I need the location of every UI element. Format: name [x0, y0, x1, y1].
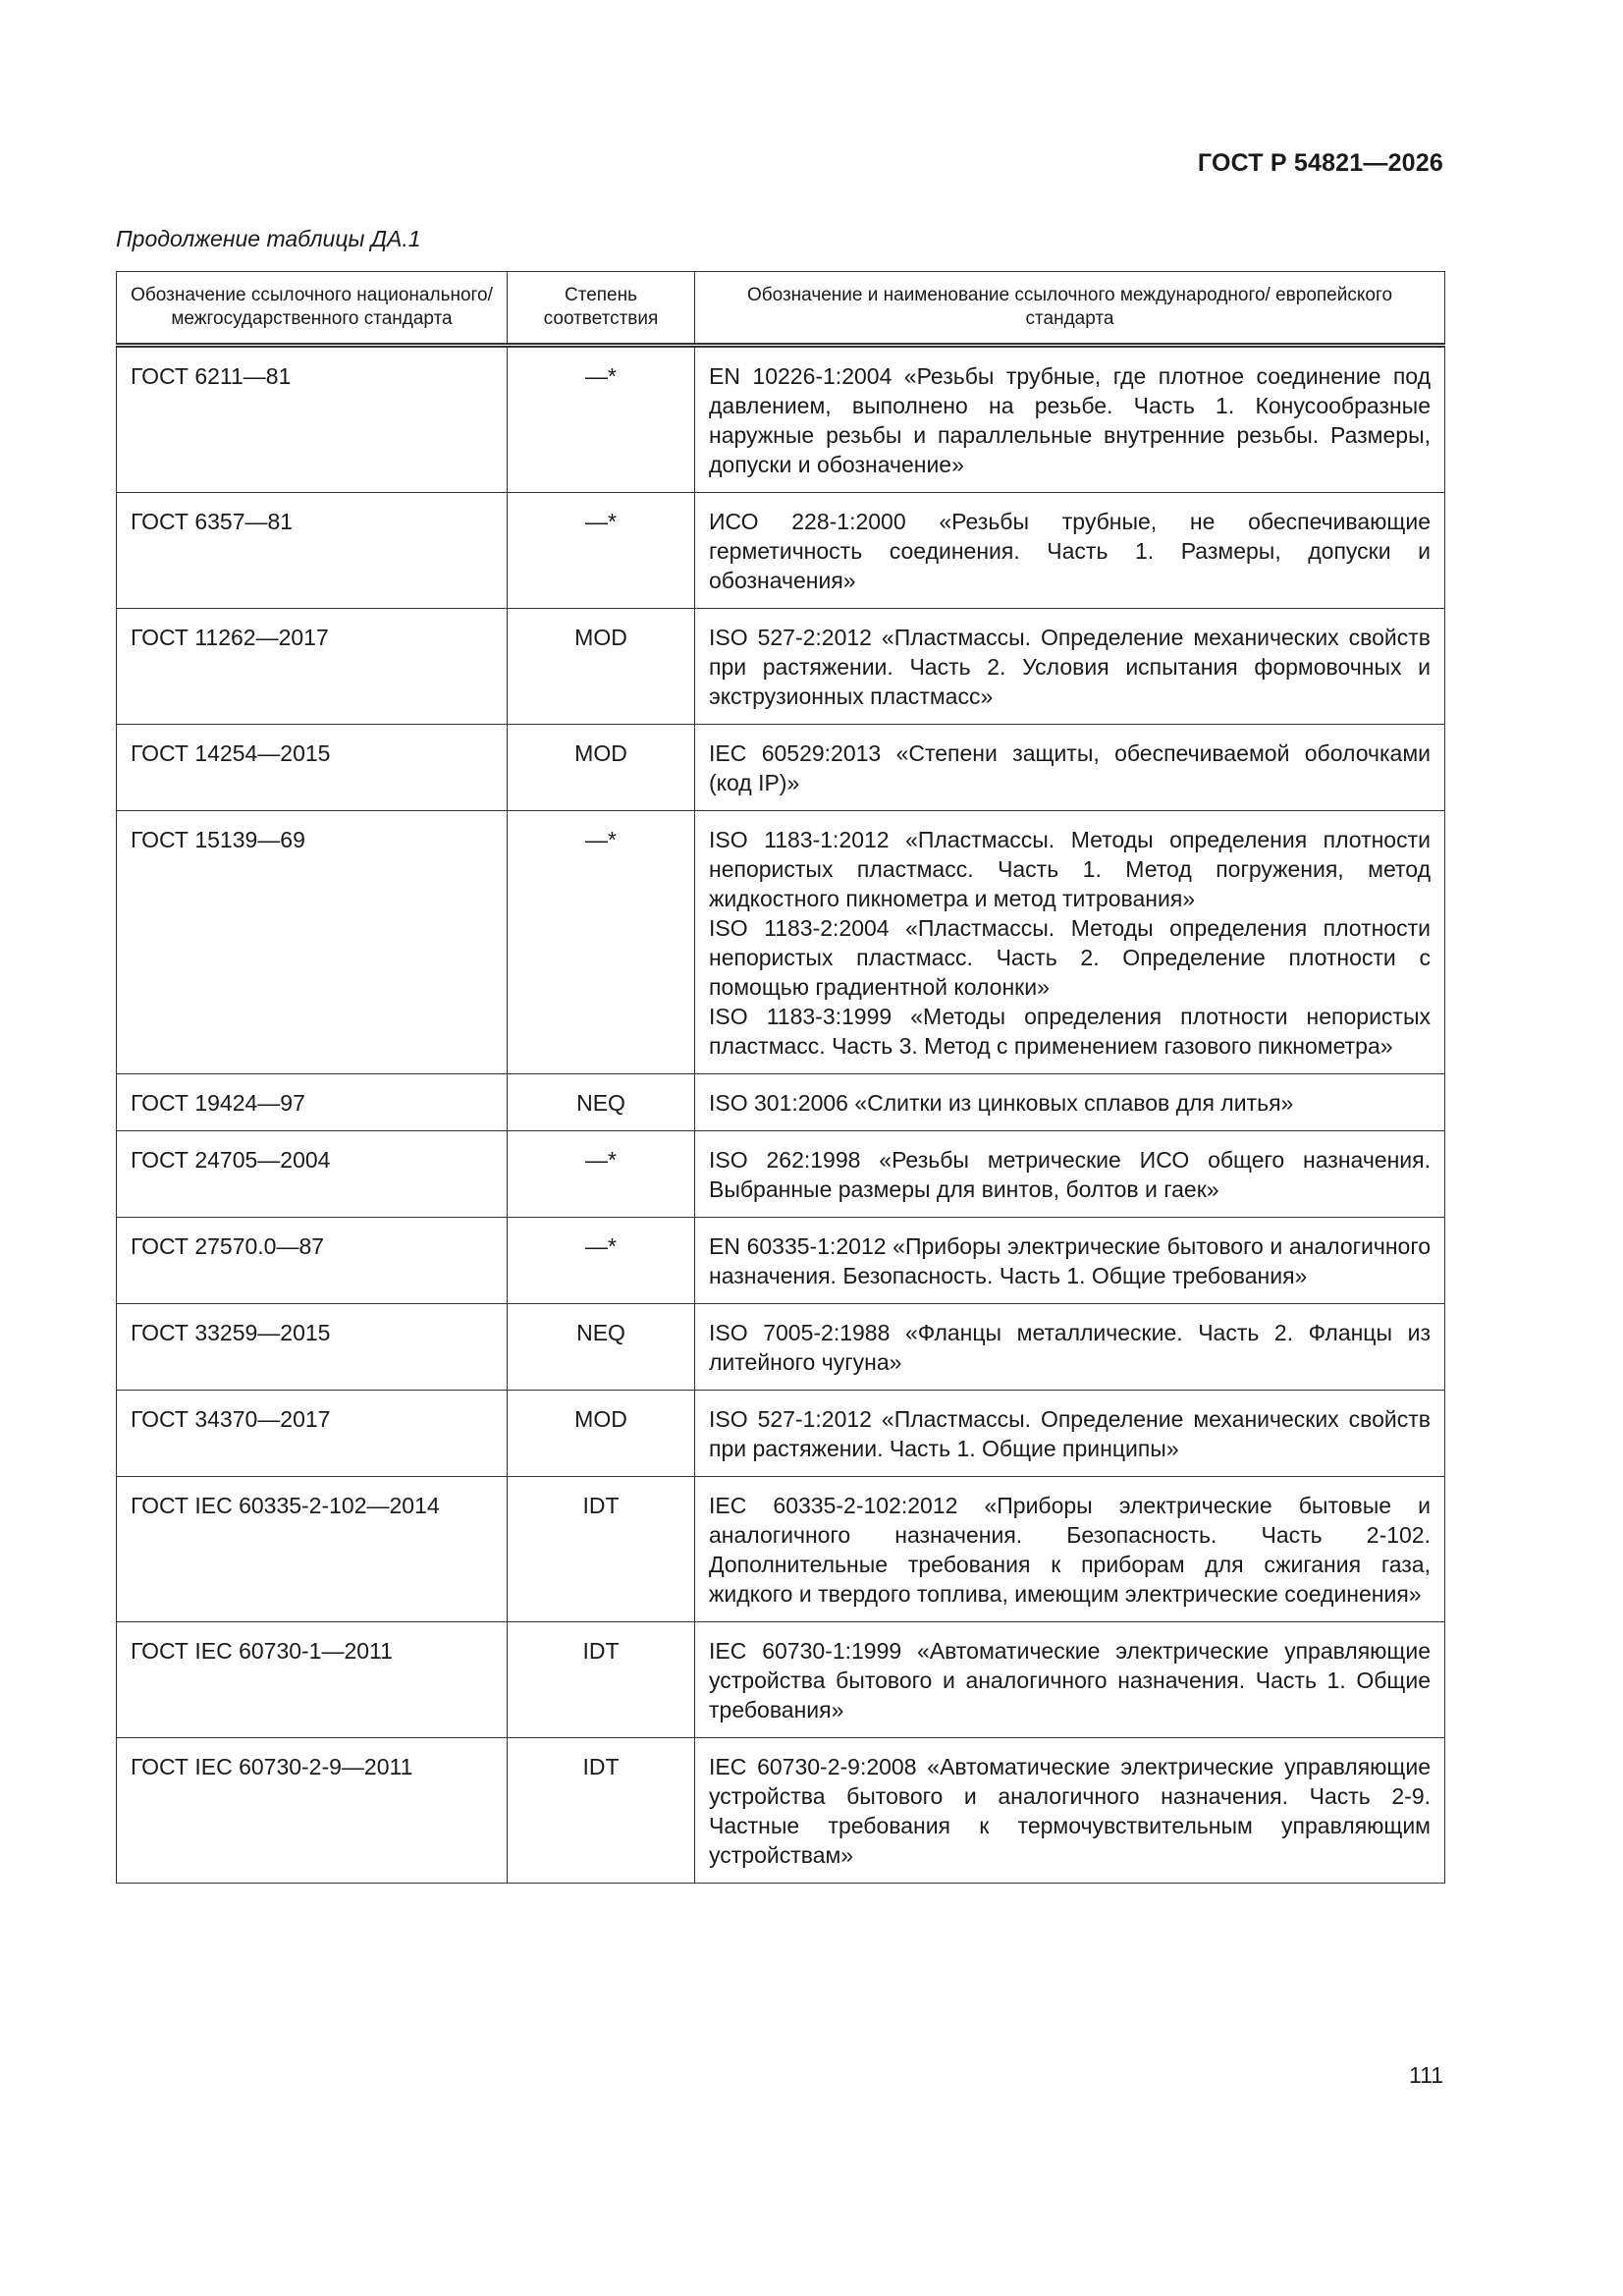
national-standard-cell: ГОСТ 6211—81 — [117, 346, 508, 493]
table-caption: Продолжение таблицы ДА.1 — [116, 226, 421, 251]
degree-cell: —* — [508, 1218, 695, 1304]
international-standard-entry: ISO 1183-2:2004 «Пластмассы. Методы определения плотности непористых пластмасс. Часть 2. Определение плотности с помощью градиентной колонки» — [709, 915, 1431, 1000]
degree-cell: —* — [508, 811, 695, 1074]
national-standard-cell: ГОСТ 34370—2017 — [117, 1391, 508, 1477]
international-standard-cell — [695, 1074, 1445, 1131]
international-standard-cell — [695, 609, 1445, 725]
international-standard-cell — [695, 1738, 1445, 1884]
international-standard-entry: ISO 1183-1:2012 «Пластмассы. Методы определения плотности непористых пластмасс. Часть 1. Метод погружения, метод жидкостного пикнометра и метод титрования» — [709, 827, 1431, 911]
document-code: ГОСТ Р 54821—2026 — [1197, 149, 1443, 177]
national-standard-cell: ГОСТ 27570.0—87 — [117, 1218, 508, 1304]
national-standard-cell: ГОСТ 33259—2015 — [117, 1304, 508, 1391]
international-standard-entry: IEC 60529:2013 «Степени защиты, обеспечиваемой оболочками (код IP)» — [709, 740, 1431, 795]
international-standard-entry: IEC 60730-2-9:2008 «Автоматические электрические управляющие устройства бытового и аналогичного назначения. Часть 2-9. Частные требования к термочувствительным управляющим устройствам» — [709, 1754, 1431, 1868]
national-standard-cell: ГОСТ 11262—2017 — [117, 609, 508, 725]
international-standard-cell — [695, 811, 1445, 1074]
national-standard-cell: ГОСТ 14254—2015 — [117, 725, 508, 811]
degree-cell: MOD — [508, 1391, 695, 1477]
national-standard-cell: ГОСТ IEC 60730-2-9—2011 — [117, 1738, 508, 1884]
degree-cell: NEQ — [508, 1304, 695, 1391]
table-row — [117, 1477, 1445, 1622]
international-standard-entry: ISO 527-2:2012 «Пластмассы. Определение механических свойств при растяжении. Часть 2. Условия испытания формовочных и экструзионных пластмасс» — [709, 625, 1431, 709]
table-row — [117, 493, 1445, 609]
degree-cell: MOD — [508, 609, 695, 725]
international-standard-entry: EN 10226-1:2004 «Резьбы трубные, где плотное соединение под давлением, выполнено на резьбе. Часть 1. Конусообразные наружные резьбы и параллельные внутренние резьбы. Размеры, допуски и обозначение» — [709, 363, 1431, 477]
international-standard-entry: ISO 7005-2:1988 «Фланцы металлические. Часть 2. Фланцы из литейного чугуна» — [709, 1320, 1431, 1375]
international-standard-cell — [695, 725, 1445, 811]
international-standard-entry: ИСО 228-1:2000 «Резьбы трубные, не обеспечивающие герметичность соединения. Часть 1. Размеры, допуски и обозначения» — [709, 509, 1431, 593]
column-header-degree: Степень соответствия — [508, 272, 695, 346]
table-row — [117, 609, 1445, 725]
international-standard-cell — [695, 493, 1445, 609]
degree-cell: IDT — [508, 1477, 695, 1622]
international-standard-entry: IEC 60335-2-102:2012 «Приборы электрические бытовые и аналогичного назначения. Безопасность. Часть 2-102. Дополнительные требования к приборам для сжигания газа, жидкого и твердого топлива, имеющим электрические соединения» — [709, 1493, 1431, 1607]
international-standard-cell — [695, 1131, 1445, 1218]
international-standard-entry: ISO 262:1998 «Резьбы метрические ИСО общего назначения. Выбранные размеры для винтов, болтов и гаек» — [709, 1147, 1431, 1202]
degree-cell: MOD — [508, 725, 695, 811]
international-standard-cell — [695, 1391, 1445, 1477]
column-header-national-standard: Обозначение ссылочного национального/ межгосударственного стандарта — [117, 272, 508, 346]
international-standard-entry: IEC 60730-1:1999 «Автоматические электрические управляющие устройства бытового и аналогичного назначения. Часть 1. Общие требования» — [709, 1638, 1431, 1722]
degree-cell: IDT — [508, 1622, 695, 1738]
table-row — [117, 811, 1445, 1074]
degree-cell: —* — [508, 1131, 695, 1218]
national-standard-cell: ГОСТ IEC 60335-2-102—2014 — [117, 1477, 508, 1622]
national-standard-cell: ГОСТ 6357—81 — [117, 493, 508, 609]
international-standard-cell — [695, 1477, 1445, 1622]
international-standard-entry: ISO 301:2006 «Слитки из цинковых сплавов для литья» — [709, 1090, 1294, 1116]
degree-cell: —* — [508, 346, 695, 493]
international-standard-entry: ISO 527-1:2012 «Пластмассы. Определение механических свойств при растяжении. Часть 1. Общие принципы» — [709, 1406, 1431, 1461]
degree-cell: IDT — [508, 1738, 695, 1884]
international-standard-cell — [695, 1622, 1445, 1738]
table-header-row — [117, 272, 1445, 346]
national-standard-cell: ГОСТ IEC 60730-1—2011 — [117, 1622, 508, 1738]
degree-cell: —* — [508, 493, 695, 609]
international-standard-cell — [695, 1218, 1445, 1304]
international-standard-cell — [695, 346, 1445, 493]
national-standard-cell: ГОСТ 19424—97 — [117, 1074, 508, 1131]
table-row — [117, 1738, 1445, 1884]
international-standard-cell — [695, 1304, 1445, 1391]
table-row — [117, 1304, 1445, 1391]
table-row — [117, 725, 1445, 811]
international-standard-entry: ISO 1183-3:1999 «Методы определения плотности непористых пластмасс. Часть 3. Метод с применением газового пикнометра» — [709, 1004, 1431, 1059]
table-row — [117, 346, 1445, 493]
page-number: 111 — [1409, 2062, 1443, 2088]
table-row — [117, 1391, 1445, 1477]
degree-cell: NEQ — [508, 1074, 695, 1131]
international-standard-entry: EN 60335-1:2012 «Приборы электрические бытового и аналогичного назначения. Безопасность. Часть 1. Общие требования» — [709, 1233, 1431, 1288]
national-standard-cell: ГОСТ 15139—69 — [117, 811, 508, 1074]
table-body — [117, 346, 1445, 1884]
table-row — [117, 1622, 1445, 1738]
reference-standards-table — [116, 271, 1445, 1884]
table-row — [117, 1074, 1445, 1131]
table-row — [117, 1218, 1445, 1304]
table-row — [117, 1131, 1445, 1218]
national-standard-cell: ГОСТ 24705—2004 — [117, 1131, 508, 1218]
column-header-international-standard: Обозначение и наименование ссылочного международного/ европейского стандарта — [695, 272, 1445, 346]
